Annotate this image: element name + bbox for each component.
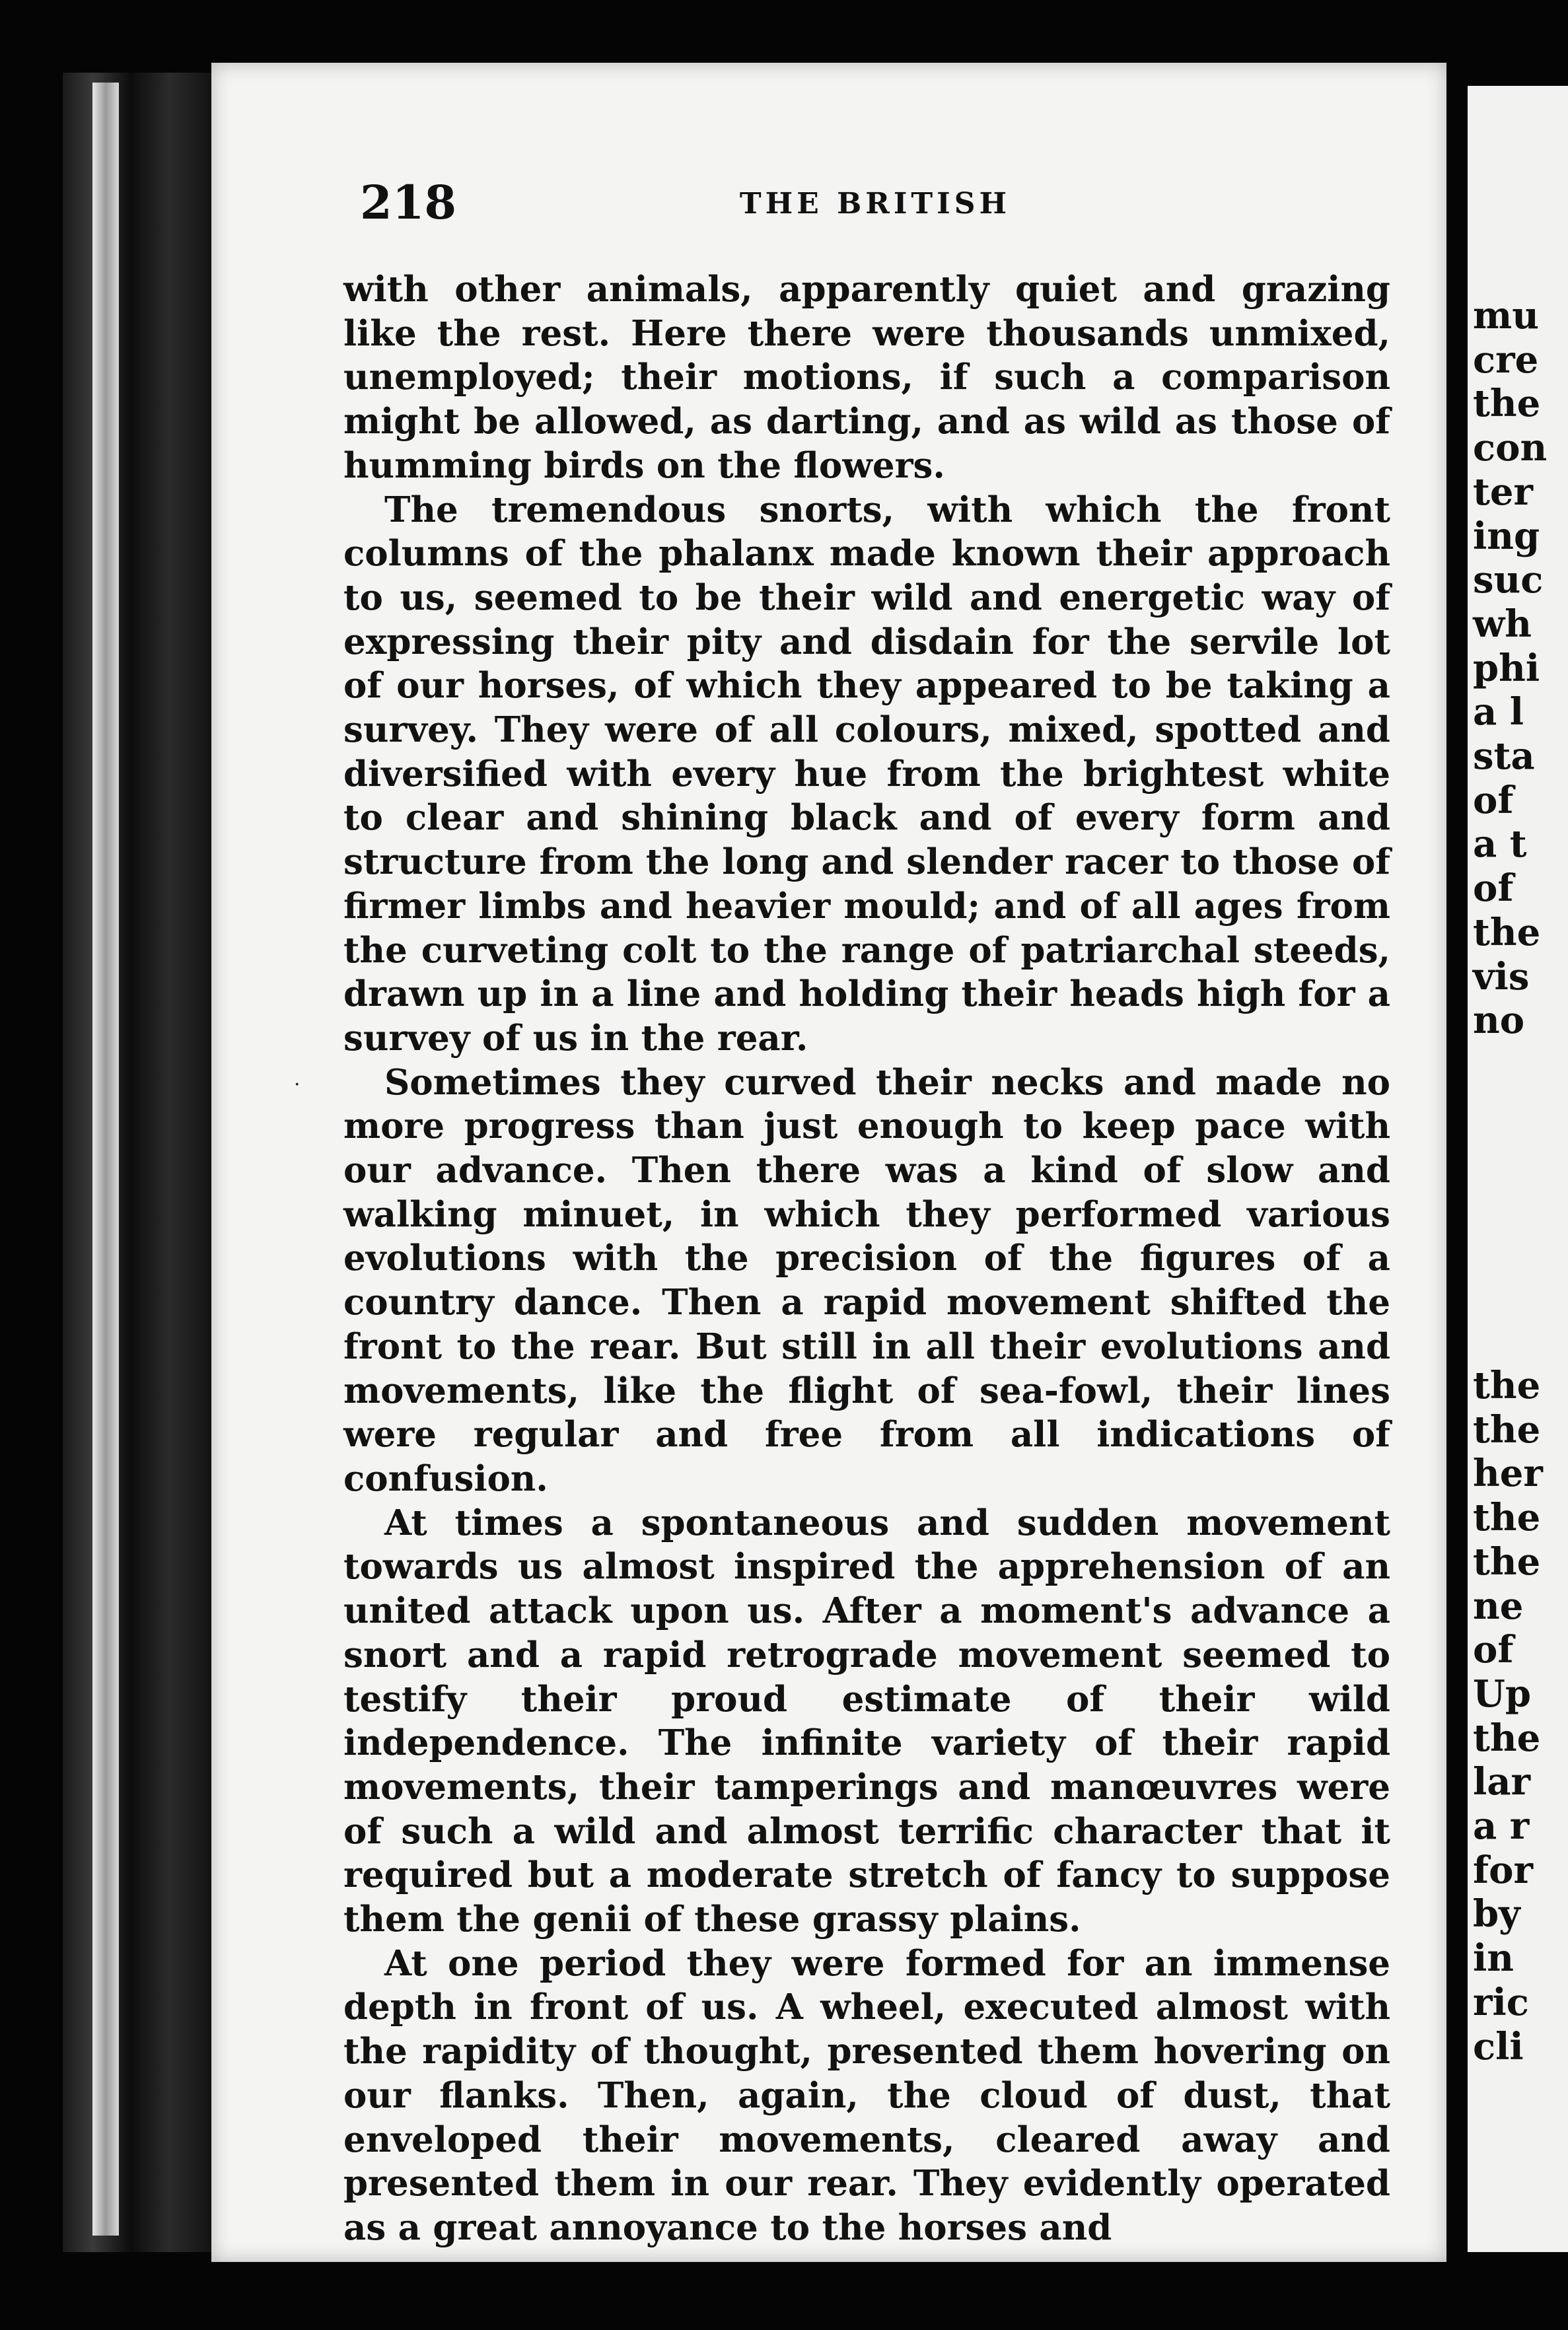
next-page-fragment: her: [1473, 1452, 1543, 1495]
next-page-fragment: ne: [1473, 1584, 1524, 1628]
next-page-fragment: cre: [1473, 338, 1539, 382]
paragraph-1: with other animals, apparently quiet and grazing like the rest. Here there were thousands unmixed, unemployed; their motions, if such a comparison might be allowed, as darting, and as wild as those of humming birds on the flowers.: [343, 269, 1390, 486]
next-page-fragment: lar: [1473, 1760, 1531, 1804]
next-page-fragment: con: [1473, 426, 1548, 470]
next-page-fragment: Up: [1473, 1672, 1531, 1716]
next-page-fragment: the: [1473, 1540, 1541, 1584]
next-page-fragment: the: [1473, 1408, 1541, 1452]
next-page-edge: [1468, 86, 1568, 2252]
book-spine: [63, 73, 215, 2252]
next-page-fragment: by: [1473, 1892, 1520, 1936]
paragraph-5: At one period they were formed for an immense depth in front of us. A wheel, executed almost with the rapidity of thought, presented them hovering on our flanks. Then, again, the cloud of dust, that enveloped their movements, cleared away and presented them in our rear. They evidently operated as a great annoyance to the horses and: [343, 1942, 1390, 2248]
next-page-fragment: a l: [1473, 690, 1524, 734]
next-page-fragment: cli: [1473, 2025, 1524, 2068]
next-page-fragment: sta: [1473, 734, 1535, 778]
next-page-fragment: in: [1473, 1936, 1514, 1980]
next-page-fragment: no: [1473, 999, 1525, 1042]
next-page-fragment: wh: [1473, 602, 1532, 646]
paragraph-3: Sometimes they curved their necks and made no more progress than just enough to keep pace with our advance. Then there was a kind of slow and walking minuet, in which they performed various evolutions with the precision of the figures of a country dance. Then a rapid movement shifted the front to the rear. But still in all their evolutions and movements, like the flight of sea-fowl, their lines were regular and free from all indications of confusion.: [343, 1061, 1390, 1499]
next-page-fragment: ric: [1473, 1981, 1529, 2024]
paragraph-4: At times a spontaneous and sudden movement towards us almost inspired the apprehension of an united attack upon us. After a moment's advance a snort and a rapid retrograde movement seemed to testify their proud estimate of their wild independence. The infinite variety of their rapid movements, their tamperings and manœuvres were of such a wild and almost terrific character that it required but a moderate stretch of fancy to suppose them the genii of these grassy plains.: [343, 1502, 1390, 1940]
next-page-fragment: the: [1473, 1716, 1541, 1760]
page-header: [360, 175, 1390, 234]
next-page-fragment: ter: [1473, 470, 1533, 514]
next-page-fragment: of: [1473, 866, 1514, 910]
next-page-fragment: for: [1473, 1849, 1533, 1892]
next-page-fragment: mu: [1473, 294, 1539, 337]
next-page-fragment: of: [1473, 779, 1514, 822]
body-text: [343, 267, 1390, 2250]
next-page-fragment: the: [1473, 1496, 1541, 1539]
page-edges: [92, 83, 119, 2236]
next-page-fragment: the: [1473, 382, 1541, 425]
page-number: 218: [360, 175, 457, 230]
running-head: THE BRITISH: [739, 187, 1011, 221]
next-page-fragment: ing: [1473, 514, 1540, 558]
next-page-fragment: the: [1473, 1364, 1541, 1407]
next-page-fragment: vis: [1473, 955, 1530, 999]
next-page-fragment: suc: [1473, 558, 1544, 602]
next-page-fragment: a r: [1473, 1804, 1530, 1848]
next-page-fragment: the: [1473, 911, 1541, 954]
margin-speck: ·: [294, 1073, 301, 1096]
next-page-fragment: phi: [1473, 647, 1540, 690]
next-page-fragment: a t: [1473, 822, 1527, 866]
paragraph-2: The tremendous snorts, with which the front columns of the phalanx made known their approach to us, seemed to be their wild and energetic way of expressing their pity and disdain for the servile lot of our horses, of which they appeared to be taking a survey. They were of all colours, mixed, spotted and diversified with every hue from the brightest white to clear and shining black and of every form and structure from the long and slender racer to those of firmer limbs and heavier mould; and of all ages from the curveting colt to the range of patriarchal steeds, drawn up in a line and holding their heads high for a survey of us in the rear.: [343, 489, 1390, 1059]
next-page-fragment: of: [1473, 1628, 1514, 1672]
